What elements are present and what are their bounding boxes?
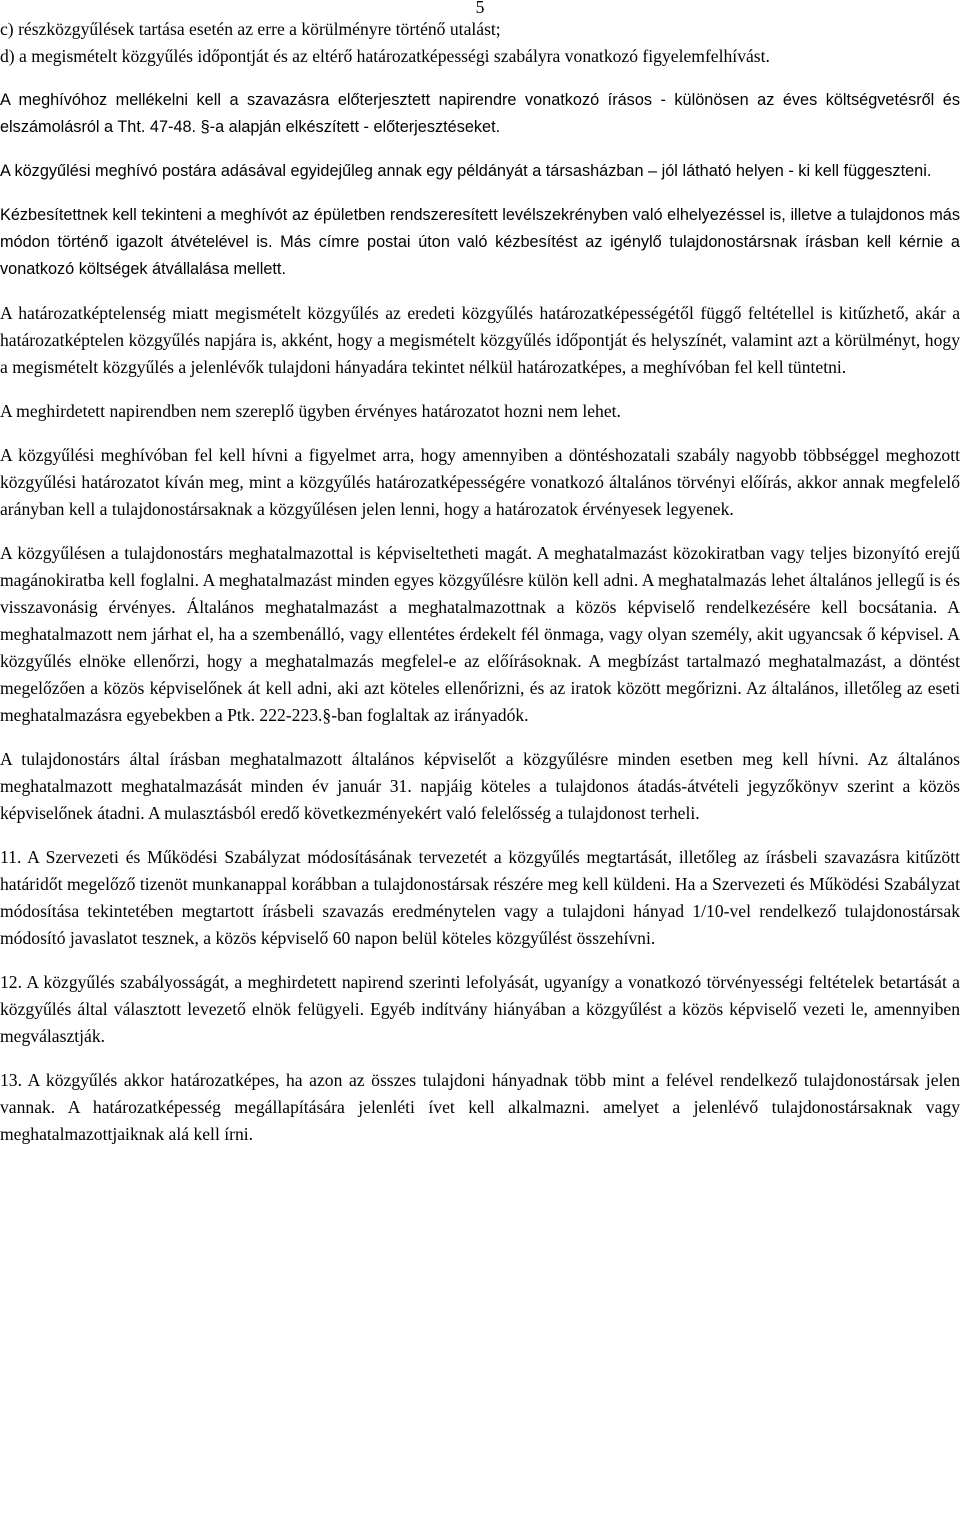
paragraph-attachments: A meghívóhoz mellékelni kell a szavazásra előterjesztett napirendre vonatkozó írásos - különösen az éves költségvetésről és elszámolásról a Tht. 47-48. §-a alapján elkészített - előterjesztéseket. xyxy=(0,91,960,136)
paragraph-delivery: Kézbesítettnek kell tekinteni a meghívót az épületben rendszeresített levélszekrényben való elhelyezéssel is, illetve a tulajdonos más módon történő igazolt átvételével is. Más címre postai úton való kézbesítést az igénylő tulajdonostársnak írásban kell kérnie a vonatkozó költségek átvállalása mellett. xyxy=(0,206,960,278)
list-item-d: d) a megismételt közgyűlés időpontját és az eltérő határozatképességi szabályra vonatkozó figyelemfelhívást. xyxy=(0,46,770,66)
paragraph-agenda-rule: A meghirdetett napirendben nem szereplő ügyben érvényes határozatot hozni nem lehet. xyxy=(0,401,621,421)
paragraph-section-11: 11. A Szervezeti és Működési Szabályzat módosításának tervezetét a közgyűlés megtartását, illetőleg az írásbeli szavazásra kitűzött határidőt megelőző tizenöt munkanappal korábban a tulajdonostársak részére meg kell küldeni. Ha a Szervezeti és Működési Szabályzat módosítása tekintetében megtartott írásbeli szavazás eredménytelen vagy a tulajdoni hányad 1/10-vel rendelkező tulajdonostársak módosító javaslatot tesznek, a közös képviselő 60 napon belül köteles közgyűlést összehívni. xyxy=(0,847,960,948)
paragraph-section-13: 13. A közgyűlés akkor határozatképes, ha azon az összes tulajdoni hányadnak több mint a felével rendelkező tulajdonostársak jelen vannak. A határozatképesség megállapítására jelenléti ívet kell alkalmazni. amelyet a jelenlévő tulajdonostársaknak vagy meghatalmazottjaiknak alá kell írni. xyxy=(0,1070,960,1144)
paragraph-repeated-meeting: A határozatképtelenség miatt megismételt közgyűlés az eredeti közgyűlés határozatképességétől függő feltétellel is kitűzhető, akár a határozatképtelen közgyűlés napjára is, akként, hogy a megismételt közgyűlés időpontját és helyszínét, valamint azt a körülményt, hogy a megismételt közgyűlés a jelenlévők tulajdoni hányadára tekintet nélkül határozatképes, a meghívóban fel kell tüntetni. xyxy=(0,303,960,377)
paragraph-posting: A közgyűlési meghívó postára adásával egyidejűleg annak egy példányát a társasházban – jól látható helyen - ki kell függeszteni. xyxy=(0,162,932,180)
paragraph-general-representative: A tulajdonostárs által írásban meghatalmazott általános képviselőt a közgyűlésre minden esetben meg kell hívni. Az általános meghatalmazott meghatalmazását minden év január 31. napjáig köteles a tulajdonos átadás-átvételi jegyzőkönyv szerint a közös képviselőnek átadni. A mulasztásból eredő következményekért való felelősség a tulajdonost terheli. xyxy=(0,749,960,823)
paragraph-section-12: 12. A közgyűlés szabályosságát, a meghirdetett napirend szerinti lefolyását, ugyanígy a vonatkozó törvényességi feltételek betartását a közgyűlés által választott levezető elnök felügyeli. Egyéb indítvány hiányában a közgyűlést a közös képviselő vezeti le, amennyiben megválasztják. xyxy=(0,972,960,1046)
page-number: 5 xyxy=(475,0,485,17)
document-body xyxy=(0,16,960,1148)
list-item-c: c) részközgyűlések tartása esetén az erre a körülményre történő utalást; xyxy=(0,19,501,39)
paragraph-proxy: A közgyűlésen a tulajdonostárs meghatalmazottal is képviseltetheti magát. A meghatalmazást közokiratban vagy teljes bizonyító erejű magánokiratba kell foglalni. A meghatalmazást minden egyes közgyűlésre külön kell adni. A meghatalmazás lehet általános jellegű is és visszavonásig érvényes. Általános meghatalmazást a meghatalmazottnak a közös képviselő rendelkezésére kell bocsátania. A meghatalmazott nem járhat el, ha a szembenálló, vagy ellentétes érdekelt fél önmaga, vagy olyan személy, akit ugyancsak ő képvisel. A közgyűlés elnöke ellenőrzi, hogy a meghatalmazás megfelel-e az előírásoknak. A megbízást tartalmazó meghatalmazást, a döntést megelőzően a közös képviselőnek át kell adni, aki azt köteles ellenőrizni, és az iratok között megőrizni. Az általános, illetőleg az eseti meghatalmazásra egyebekben a Ptk. 222-223.§-ban foglaltak az irányadók. xyxy=(0,543,960,725)
paragraph-majority-notice: A közgyűlési meghívóban fel kell hívni a figyelmet arra, hogy amennyiben a döntéshozatali szabály nagyobb többséggel meghozott közgyűlési határozatot kíván meg, mint a közgyűlés határozatképességére vonatkozó általános törvényi előírás, akkor annak megfelelő arányban kell a tulajdonostársaknak a közgyűlésen jelen lenni, hogy a határozatok érvényesek legyenek. xyxy=(0,445,960,519)
